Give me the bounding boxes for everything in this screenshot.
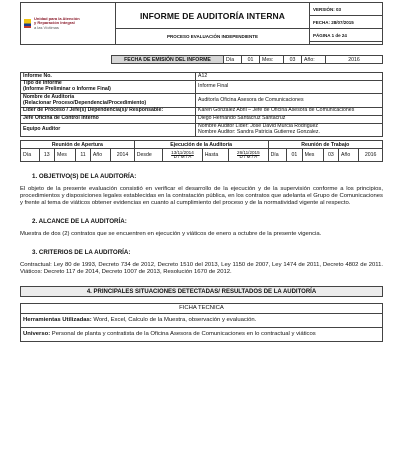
emission-month: 03	[284, 56, 302, 64]
report-page	[20, 2, 383, 342]
apertura-year: 2014	[111, 149, 135, 162]
section-1-body: El objeto de la presente evaluación consistió en verificar el desarrollo de la ejecución y de la supervisión conforme a los principios, procedimientos y disposiciones legales establecidas en la contratación pública, en los contratos que adelanta el Grupo de Comunicaciones y frente al tema de viáticos obtener evidencias en cuanto al cumplimiento del proceso y de la normatividad vigente al respecto.	[20, 186, 383, 207]
table-row: Líder de Proceso / Jefe(s) Dependencia(s)/ Responsable: Karen Gonzalez Abril – Jefe de Oficina Asesora de Comunicaciones	[21, 107, 383, 115]
report-header	[20, 2, 383, 45]
unidad-logo: Unidad para la Atención y Reparación Integral a las Víctimas	[34, 15, 80, 30]
trabajo-day: 01	[287, 149, 302, 162]
coat-of-arms-icon	[24, 19, 31, 28]
ficha-tecnica-table	[20, 303, 383, 342]
ejecucion-header: Ejecución de la Auditoría	[134, 141, 268, 149]
emission-date: FECHA DE EMISIÓN DEL INFORME Día 01 Mes: 03 Año: 2016	[20, 55, 383, 63]
fecha-label: FECHA: 28/07/2015	[310, 16, 383, 29]
trabajo-header: Reunión de Trabajo	[268, 141, 382, 149]
section-4-title: 4. PRINCIPALES SITUACIONES DETECTADAS/ RESULTADOS DE LA AUDITORÍA	[21, 287, 383, 297]
ejecucion-hasta: 26/11/2015 D / M / A	[229, 149, 268, 162]
trabajo-year: 2016	[359, 149, 383, 162]
universo-row: Universo: Personal de planta y contratista de la Oficina Asesora de Comunicaciones en lo contractual y viáticos	[21, 327, 383, 341]
version-label: VERSIÓN: 03	[310, 3, 383, 16]
trabajo-month: 03	[323, 149, 338, 162]
report-info-table	[20, 72, 383, 137]
logo-cell	[21, 3, 116, 45]
table-row: Informe No. A12	[21, 73, 383, 81]
herramientas-row: Herramientas Utilizadas: Word, Excel, Calculo de la Muestra, observación y evaluación.	[21, 313, 383, 327]
apertura-day: 13	[39, 149, 54, 162]
apertura-month: 11	[76, 149, 91, 162]
table-row: Equipo Auditor Nombre Auditor Líder: José David Murcia Rodriguez Nombre Auditor: Sandra Patricia Gutierrez Gonzalez.	[21, 123, 383, 137]
table-row: Jefe Oficina de Control Interno Diego Hernando Santacruz Santacruz	[21, 115, 383, 123]
ejecucion-desde: 13/11/2014 D / M / A	[163, 149, 202, 162]
section-3-body: Contractual: Ley 80 de 1993, Decreto 734 de 2012, Decreto 1510 del 2013, Ley 1150 de 2007, Ley 1474 de 2011, Decreto 4802 de 2011. Viáticos: Decreto 117 de 2014, Decreto 1007 de 2013, Resolución 1670 de 2012.	[20, 262, 383, 276]
report-title: INFORME DE AUDITORÍA INTERNA	[116, 3, 310, 29]
emission-year: 2016	[326, 56, 383, 64]
section-4-header	[20, 286, 383, 297]
section-3-title: 3. CRITERIOS DE LA AUDITORÍA:	[32, 249, 131, 257]
emission-day: 01	[242, 56, 260, 64]
section-2-title: 2. ALCANCE DE LA AUDITORÍA:	[32, 218, 127, 226]
page-number: PÁGINA 1 de 24	[310, 29, 383, 42]
section-1-title: 1. OBJETIVO(S) DE LA AUDITORÍA:	[32, 173, 137, 181]
process-subtitle: PROCESO EVALUACIÓN INDEPENDIENTE	[116, 29, 310, 45]
apertura-header: Reunión de Apertura	[21, 141, 135, 149]
table-row: Nombre de Auditoría (Relacionar Proceso/Dependencia/Procedimiento) Auditoría Oficina Asesora de Comunicaciones	[21, 94, 383, 108]
section-2-body: Muestra de dos (2) contratos que se encuentren en ejecución y viáticos de enero a octubre de la presente vigencia.	[20, 231, 322, 238]
emission-date-label: FECHA DE EMISIÓN DEL INFORME	[112, 56, 224, 64]
table-row: Tipo de Informe (Informe Preliminar o Informe Final) Informe Final	[21, 80, 383, 94]
ficha-title: FICHA TECNICA	[21, 304, 383, 314]
schedule-table: Reunión de Apertura Ejecución de la Auditoría Reunión de Trabajo Día 13 Mes 11 Año 2014 Desde 13/11/2014 D / M / A Hasta 26/11/2015 D / M / A Día 01 Mes 03 Año 2016	[20, 140, 383, 162]
